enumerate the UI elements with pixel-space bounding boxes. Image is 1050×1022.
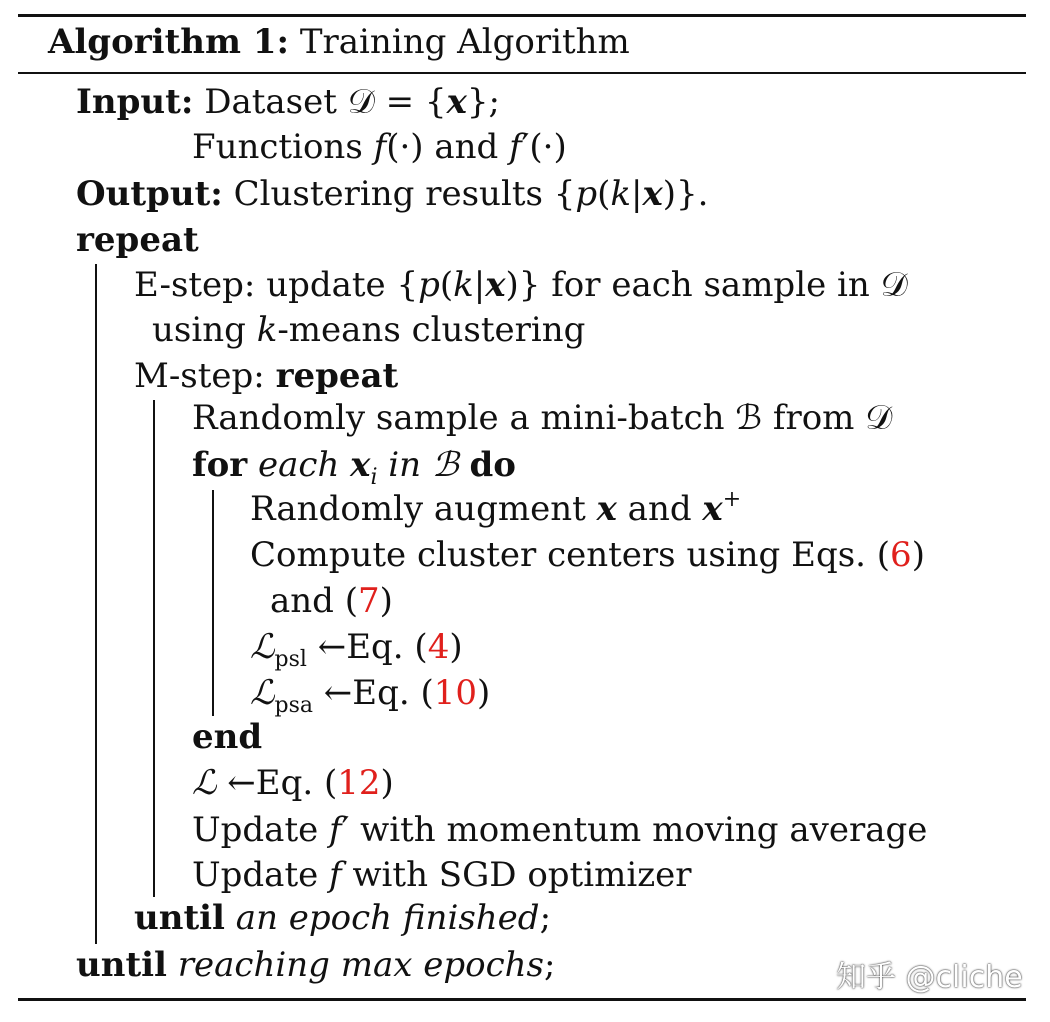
input-line [76, 82, 500, 122]
output-k: k [610, 174, 632, 214]
output-keyword: Output: [76, 174, 223, 214]
ltotal-post: ) [380, 763, 394, 803]
until-max-semicolon: ; [543, 945, 556, 985]
functions-mid: (·) and [386, 127, 510, 167]
until-epoch-semicolon: ; [539, 898, 552, 938]
update1-post: ′ with momentum moving average [341, 810, 928, 850]
update-momentum-line [192, 810, 927, 850]
augment-and: and [616, 489, 703, 529]
compute-line-2 [270, 581, 393, 621]
until-max-text: reaching max epochs [166, 945, 544, 985]
equation-ref-6[interactable]: 6 [890, 535, 912, 575]
algorithm-label: Algorithm 1: [48, 22, 290, 62]
augment-plus: + [722, 487, 742, 512]
estep-k: k [453, 265, 474, 305]
estep-post: )} for each sample in 𝒟 [505, 265, 908, 305]
compute-pre: Compute cluster centers using Eqs. ( [250, 535, 891, 575]
loss-subscript-psa: psa [274, 693, 313, 718]
loss-symbol: ℒ [192, 763, 217, 803]
equation-ref-12[interactable]: 12 [337, 763, 381, 803]
estep-paren: ( [439, 265, 454, 305]
mstep-pre: M-step: [134, 356, 276, 396]
output-pre: Clustering results { [233, 174, 576, 214]
for-each: each [247, 445, 351, 485]
until-keyword: until [76, 945, 167, 985]
update1-pre: Update [192, 810, 330, 850]
estep-bar: | [473, 265, 486, 305]
for-subscript-i: i [370, 465, 378, 490]
update1-f: f [329, 810, 342, 850]
update-sgd-line [192, 855, 692, 895]
update2-post: with SGD optimizer [341, 855, 692, 895]
outer-repeat-bar [95, 264, 97, 944]
for-line [192, 445, 516, 490]
watermark: 知乎 @cliche [836, 960, 1023, 995]
functions-pre: Functions [192, 127, 374, 167]
output-bar: | [631, 174, 643, 214]
functions-line [192, 127, 567, 167]
output-x: x [642, 174, 663, 214]
augment-line [250, 489, 741, 534]
output-line [76, 174, 708, 214]
function-f: f [373, 127, 387, 167]
loss-total-line [192, 763, 394, 803]
mstep-repeat-keyword: repeat [275, 356, 399, 396]
algorithm-name: Training Algorithm [299, 22, 630, 62]
loss-psl-line [250, 627, 463, 672]
augment-pre: Randomly augment [250, 489, 597, 529]
estep-pre: E-step: update { [134, 265, 419, 305]
until-epoch-text: an epoch finished [224, 898, 540, 938]
update2-f: f [329, 855, 342, 895]
until-keyword: until [134, 898, 225, 938]
function-f-prime: f [509, 127, 522, 167]
compute-line [250, 535, 925, 575]
output-paren: ( [597, 174, 611, 214]
repeat-keyword: repeat [76, 220, 199, 260]
functions-post: ′(·) [521, 127, 567, 167]
estep2-post: -means clustering [277, 310, 586, 350]
and-pre: and ( [270, 581, 359, 621]
compute-post: ) [911, 535, 925, 575]
output-p: p [575, 174, 598, 214]
for-loop-bar [212, 490, 214, 716]
ltotal-mid: ←Eq. ( [216, 763, 338, 803]
until-max-line [76, 945, 555, 985]
loss-symbol: ℒ [250, 627, 275, 667]
algorithm-title [48, 22, 630, 62]
estep-x: x [485, 265, 506, 305]
equation-ref-4[interactable]: 4 [427, 627, 450, 667]
loss-subscript-psl: psl [274, 647, 307, 672]
lpsa-mid: ←Eq. ( [313, 673, 434, 713]
input-x: x [446, 82, 467, 122]
estep-line [134, 265, 908, 305]
and-post: ) [379, 581, 393, 621]
lpsl-post: ) [449, 627, 463, 667]
input-end: }; [466, 82, 500, 122]
estep-line-2 [152, 310, 585, 350]
update2-pre: Update [192, 855, 330, 895]
for-keyword: for [192, 445, 248, 485]
loss-psa-line [250, 673, 490, 718]
estep2-pre: using [152, 310, 257, 350]
for-in: in ℬ [377, 445, 470, 485]
lpsa-post: ) [477, 673, 491, 713]
input-text: Dataset 𝒟 = { [204, 82, 447, 122]
mstep-repeat-bar [153, 400, 155, 897]
equation-ref-7[interactable]: 7 [358, 581, 380, 621]
augment-x-plus: x [702, 489, 723, 529]
augment-x: x [596, 489, 617, 529]
top-rule [18, 14, 1026, 17]
input-keyword: Input: [76, 82, 194, 122]
do-keyword: do [469, 445, 516, 485]
equation-ref-10[interactable]: 10 [433, 673, 478, 713]
mstep-line [134, 356, 398, 396]
estep-p: p [418, 265, 440, 305]
header-rule [18, 72, 1026, 74]
end-keyword: end [192, 717, 263, 757]
lpsl-mid: ←Eq. ( [306, 627, 428, 667]
loss-symbol: ℒ [250, 673, 275, 713]
estep2-k: k [256, 310, 278, 350]
bottom-rule [18, 998, 1026, 1001]
sample-line: Randomly sample a mini-batch ℬ from 𝒟 [192, 398, 893, 438]
for-x: x [350, 445, 371, 485]
until-epoch-line [134, 898, 551, 938]
output-post: )}. [662, 174, 709, 214]
